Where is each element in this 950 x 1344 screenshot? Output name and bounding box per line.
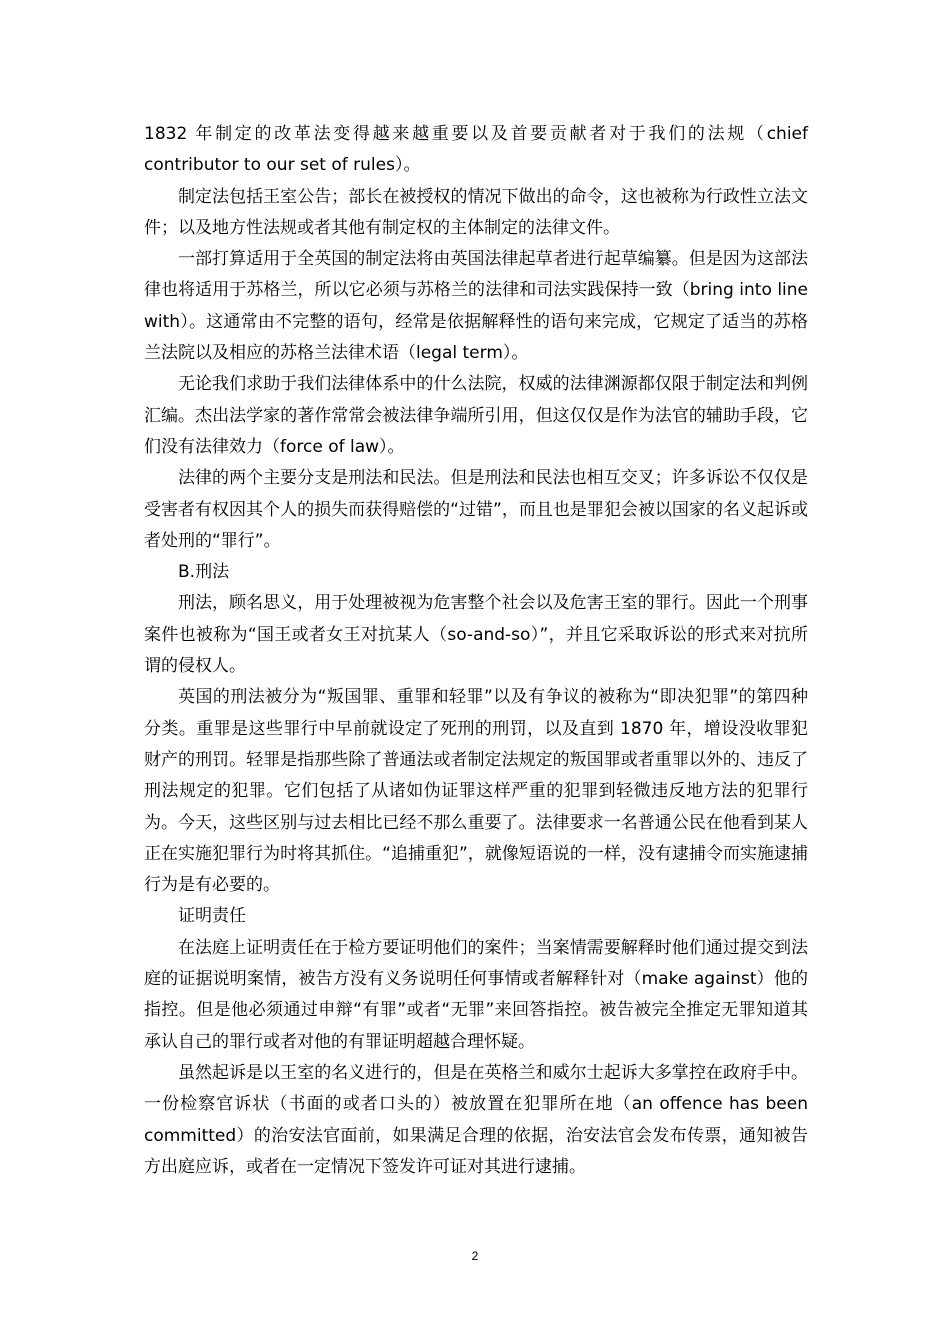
paragraph-prosecution: 虽然起诉是以王室的名义进行的，但是在英格兰和威尔士起诉大多掌控在政府手中。一份检察官诉状（书面的或者口头的）被放置在犯罪所在地（an offence has been committed）的治安法官面前，如果满足合理的依据，治安法官会发布传票，通知被告方出庭应诉，或者在一定情况下签发许可证对其进行逮捕。 bbox=[144, 1062, 808, 1177]
section-heading-burden-of-proof: 证明责任 bbox=[178, 906, 246, 927]
section-heading-criminal-law: B.刑法 bbox=[178, 562, 230, 583]
paragraph-criminal-law: 刑法，顾名思义，用于处理被视为危害整个社会以及危害王室的罪行。因此一个刑事案件也被称为“国王或者女王对抗某人（so-and-so）”，并且它采取诉讼的形式来对抗所谓的侵权人。 bbox=[144, 593, 808, 677]
paragraph-legal-sources: 无论我们求助于我们法律体系中的什么法院，权威的法律渊源都仅限于制定法和判例汇编。杰出法学家的著作常常会被法律争端所引用，但这仅仅是作为法官的辅助手段，它们没有法律效力（force of law）。 bbox=[144, 374, 808, 457]
paragraph-reform-act: 1832 年制定的改革法变得越来越重要以及首要贡献者对于我们的法规（chief contributor to our set of rules）。 bbox=[144, 124, 808, 176]
paragraph-statute-law: 制定法包括王室公告；部长在被授权的情况下做出的命令，这也被称为行政性立法文件；以及地方性法规或者其他有制定权的主体制定的法律文件。 bbox=[144, 186, 808, 238]
page-number: 2 bbox=[471, 1249, 479, 1263]
document-body bbox=[144, 119, 808, 1183]
paragraph-crime-classification: 英国的刑法被分为“叛国罪、重罪和轻罪”以及有争议的被称为“即决犯罪”的第四种分类。重罪是这些罪行中早前就设定了死刑的刑罚，以及直到 1870 年，增设没收罪犯财产的刑罚。轻罪是指那些除了普通法或者制定法规定的叛国罪或者重罪以外的、违反了刑法规定的犯罪。它们包括了从诸如伪证罪这样严重的犯罪到轻微违反地方法的犯罪行为。今天，这些区别与过去相比已经不那么重要了。法律要求一名普通公民在他看到某人正在实施犯罪行为时将其抓住。“追捕重犯”，就像短语说的一样，没有逮捕令而实施逮捕行为是有必要的。 bbox=[144, 687, 808, 896]
paragraph-scotland: 一部打算适用于全英国的制定法将由英国法律起草者进行起草编纂。但是因为这部法律也将适用于苏格兰，所以它必须与苏格兰的法律和司法实践保持一致（bring into line with）。这通常由不完整的语句，经常是依据解释性的语句来完成，它规定了适当的苏格兰法院以及相应的苏格兰法律术语（legal term）。 bbox=[144, 249, 808, 364]
paragraph-branches: 法律的两个主要分支是刑法和民法。但是刑法和民法也相互交叉；许多诉讼不仅仅是受害者有权因其个人的损失而获得赔偿的“过错”，而且也是罪犯会被以国家的名义起诉或者处刑的“罪行”。 bbox=[144, 468, 808, 551]
paragraph-burden-of-proof: 在法庭上证明责任在于检方要证明他们的案件；当案情需要解释时他们通过提交到法庭的证据说明案情，被告方没有义务说明任何事情或者解释针对（make against）他的指控。但是他必须通过申辩“有罪”或者“无罪”来回答指控。被告被完全推定无罪知道其承认自己的罪行或者对他的有罪证明超越合理怀疑。 bbox=[144, 937, 808, 1052]
